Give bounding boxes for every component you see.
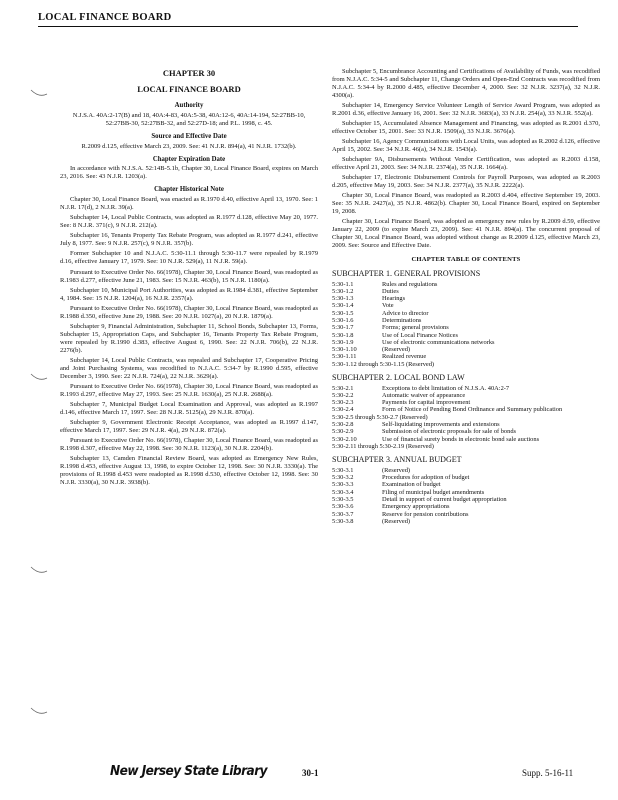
toc-section-title: Filing of municipal budget amendments [382, 488, 485, 496]
toc-entry [332, 428, 600, 435]
toc-section-title: Automatic waiver of appearance [382, 391, 466, 399]
toc-section-title: Procedures for adoption of budget [382, 474, 470, 482]
subchapter-2-list [332, 385, 600, 414]
subchapter-1-title: SUBCHAPTER 1. GENERAL PROVISIONS [332, 269, 481, 279]
authority-text: N.J.S.A. 40A:2-17(B) and 18, 40A:4-83, 40A:5-38, 40A:12-6, 40A:14-194, 52:27BB-10, 52:27BB-30, 52:27BB-32, and 52:27D-18; and P.L. 1998, c. 45. [72, 111, 306, 127]
toc-section-title: Vote [382, 302, 394, 310]
chapter-number: CHAPTER 30 [162, 68, 216, 78]
toc-section-title: Reserve for pension contributions [382, 510, 469, 518]
history-paragraph: Subchapter 17, Electronic Disbursement Controls for Payroll Purposes, was adopted as R.2003 d.205, effective May 19, 2003. See: 34 N.J.R. 2377(a), 35 N.J.R. 2222(a). [332, 174, 600, 190]
toc-section-number: 5:30-2.4 [332, 406, 354, 414]
toc-section-number: 5:30-1.4 [332, 302, 354, 310]
authority-heading: Authority [174, 102, 204, 109]
toc-entry [332, 295, 600, 302]
toc-section-number: 5:30-1.7 [332, 324, 354, 332]
toc-section-number: 5:30-1.2 [332, 287, 354, 295]
history-paragraph: Subchapter 14, Local Public Contracts, was repealed and Subchapter 17, Cooperative Pricing and Joint Purchasing Systems, was recodified to N.J.A.C. 5:34-7 by R.1990 d.595, effective December 3, 1990. See: 22 N.J.R. 724(a), 22 N.J.R. 3629(a). [60, 356, 318, 380]
history-paragraph: Subchapter 9, Government Electronic Receipt Acceptance, was adopted as R.1997 d.147, effective March 17, 1997. See: 29 N.J.R. 4(a), 29 N.J.R. 872(a). [60, 419, 318, 434]
history-paragraph: Chapter 30, Local Finance Board, was adopted as emergency new rules by R.2009 d.59, effective January 22, 2009 (to expire March 23, 2009). See: 41 N.J.R. 894(a). The concurrent proposal of Chapter 30, Local Finance Board, was adopted without change as R.2009 d.125, effective March 23, 2009. See: Source and Effective Date. [332, 218, 600, 250]
toc-entry [332, 518, 600, 525]
history-paragraph: Pursuant to Executive Order No. 66(1978), Chapter 30, Local Finance Board, was readopted as R.1998 d.307, effective May 22, 1998. See: 30 N.J.R. 1123(a), 30 N.J.R. 2204(b). [60, 437, 318, 453]
toc-entry [332, 385, 600, 392]
history-paragraph: Subchapter 5, Encumbrance Accounting and Certifications of Availability of Funds, was recodified from N.J.A.C. 5:34-5 and Subchapter 11, Change Orders and Open-End Contracts was recodified from N.J.A.C. 5:34-4 by R.2000 d.485, effective December 4, 2000. See: 32 N.J.R. 3237(a), 32 N.J.R. 4300(a). [332, 68, 600, 99]
margin-mark [30, 706, 48, 716]
subchapter-3-list [332, 467, 600, 525]
toc-section-title: Detail in support of current budget appropriation [382, 495, 507, 503]
toc-section-number: 5:30-1.1 [332, 280, 354, 288]
history-paragraph: Pursuant to Executive Order No. 66(1978), Chapter 30, Local Finance Board, was readopted as R.1988 d.350, effective June 29, 1988. See: 20 N.J.R. 1027(a), 20 N.J.R. 1879(a). [60, 304, 318, 320]
toc-reserved-range: 5:30-1.12 through 5:30-1.15 (Reserved) [332, 360, 435, 368]
toc-section-title: Use of electronic communications networks [382, 338, 495, 346]
toc-section-number: 5:30-1.3 [332, 295, 354, 303]
history-paragraph: Subchapter 16, Agency Communications with Local Units, was adopted as R.2002 d.126, effective April 15, 2002. See: 34 N.J.R. 46(a), 34 N.J.R. 1543(a). [332, 138, 600, 154]
toc-entry [332, 339, 600, 346]
supplement-date: Supp. 5-16-11 [522, 768, 574, 778]
toc-section-number: 5:30-1.10 [332, 346, 357, 354]
toc-entry [332, 474, 600, 481]
toc-section-title: (Reserved) [382, 346, 411, 354]
toc-section-title: Rules and regulations [382, 280, 438, 288]
toc-entry [332, 346, 600, 353]
toc-entry [332, 436, 600, 443]
toc-section-title: Form of Notice of Pending Bond Ordinance and Summary publication [382, 406, 563, 414]
toc-entry [332, 467, 600, 474]
toc-section-number: 5:30-2.2 [332, 391, 354, 399]
toc-section-number: 5:30-3.4 [332, 488, 354, 496]
history-paragraph: Chapter 30, Local Finance Board, was readopted as R.2003 d.404, effective September 19, 2003. See: 35 N.J.R. 2427(a), 35 N.J.R. 4862(b). Chapter 30, Local Finance Board, expired on September 19, 2008. [332, 192, 600, 216]
expiration-heading: Chapter Expiration Date [152, 155, 226, 163]
toc-entry [332, 511, 600, 518]
history-paragraph: Subchapter 9, Financial Administration, Subchapter 11, School Bonds, Subchapter 13, Forms, Subchapter 15, Appropriation Caps, and Subchapter 16, Tenants Property Tax Rebate Program, were repealed by R.1990 d.383, effective August 6, 1990. See: 22 N.J.R. 706(b), 22 N.J.R. 2276(b). [60, 322, 318, 354]
source-text: R.2009 d.125, effective March 23, 2009. See: 41 N.J.R. 894(a), 41 N.J.R. 1732(b). [81, 142, 297, 150]
toc-section-title: Duties [382, 287, 399, 295]
subchapter-2-title: SUBCHAPTER 2. LOCAL BOND LAW [332, 373, 465, 383]
right-column [332, 68, 600, 525]
history-paragraph: Subchapter 15, Accumulated Absence Management and Financing, was adopted as R.2001 d.370, effective October 15, 2001. See: 33 N.J.R. 1509(a), 33 N.J.R. 3676(a). [332, 120, 600, 135]
toc-section-title: Determinations [382, 317, 422, 324]
history-heading: Chapter Historical Note [154, 186, 224, 194]
margin-mark [30, 88, 48, 98]
history-paragraph: Former Subchapter 10 and N.J.A.C. 5:30-11.1 through 5:30-11.7 were repealed by R.1979 d.16, effective January 17, 1979. See: 10 N.J.R. 529(a), 11 N.J.R. 59(a). [60, 250, 318, 266]
toc-section-title: Exceptions to debt limitation of N.J.S.A. 40A:2-7 [382, 384, 510, 392]
toc-section-number: 5:30-3.6 [332, 503, 354, 511]
toc-reserved-range: 5:30-2.11 through 5:30-2.19 (Reserved) [332, 442, 434, 450]
history-paragraph: Chapter 30, Local Finance Board, was enacted as R.1970 d.40, effective April 13, 1970. See: 1 N.J.R. 17(d), 2 N.J.R. 39(a). [60, 196, 318, 212]
history-paragraph: Subchapter 10, Municipal Port Authorities, was adopted as R.1984 d.381, effective September 4, 1984. See: 15 N.J.R. 1204(a), 16 N.J.R. 2357(a). [60, 286, 318, 302]
history-paragraph: Subchapter 14, Emergency Service Volunteer Length of Service Award Program, was adopted as R.2001 d.36, effective January 16, 2001. See: 32 N.J.R. 3683(a), 33 N.J.R. 254(a), 33 N.J.R. 552(a). [332, 101, 600, 117]
toc-section-title: (Reserved) [382, 466, 411, 474]
toc-entry [332, 489, 600, 496]
toc-entry [332, 399, 600, 406]
history-paragraphs-continued [332, 68, 600, 250]
toc-entry [332, 421, 600, 428]
toc-section-number: 5:30-3.8 [332, 517, 354, 525]
toc-section-title: Emergency appropriations [382, 503, 450, 511]
library-stamp: New Jersey State Library [110, 763, 268, 779]
toc-reserved-range: 5:30-2.5 through 5:30-2.7 (Reserved) [332, 413, 428, 421]
toc-section-number: 5:30-3.7 [332, 510, 354, 518]
toc-section-title: Realized revenue [382, 353, 427, 361]
toc-entry [332, 392, 600, 399]
toc-section-title: Payments for capital improvement [382, 399, 471, 407]
toc-entry [332, 503, 600, 510]
toc-entry [332, 310, 600, 317]
toc-section-number: 5:30-3.3 [332, 481, 354, 489]
history-paragraph: Subchapter 14, Local Public Contracts, was adopted as R.1977 d.128, effective May 20, 1977. See: 8 N.J.R. 371(c), 9 N.J.R. 212(a). [60, 214, 318, 230]
toc-entry [332, 281, 600, 288]
toc-section-number: 5:30-1.6 [332, 317, 354, 324]
history-paragraph: Subchapter 13, Camden Financial Review Board, was adopted as Emergency New Rules, R.1998 d.453, effective August 13, 1998, to expire October 12, 1998. See: 30 N.J.R. 3330(a). The provisions of R.1998 d.453 were readopted as R.1998 d.530, effective October 12, 1998. See: 30 N.J.R. 3330(a), 30 N.J.R. 3938(b). [60, 455, 318, 487]
toc-section-number: 5:30-3.2 [332, 474, 354, 482]
toc-entry [332, 324, 600, 331]
toc-entry [332, 288, 600, 295]
margin-mark [30, 565, 48, 575]
toc-section-number: 5:30-1.8 [332, 331, 354, 339]
expiration-text: In accordance with N.J.S.A. 52:14B-5.1b, Chapter 30, Local Finance Board, expires on March 23, 2016. See: 43 N.J.R. 1203(a). [60, 165, 318, 181]
subchapter-3-title: SUBCHAPTER 3. ANNUAL BUDGET [332, 455, 462, 465]
toc-section-title: Use of Local Finance Notices [382, 331, 458, 339]
toc-section-number: 5:30-2.3 [332, 399, 354, 407]
toc-section-number: 5:30-2.9 [332, 428, 354, 436]
history-paragraph: Subchapter 16, Tenants Property Tax Rebate Program, was adopted as R.1977 d.241, effective July 8, 1977. See: 9 N.J.R. 257(c), 9 N.J.R. 357(b). [60, 232, 318, 248]
history-paragraph: Pursuant to Executive Order No. 66(1978), Chapter 30, Local Finance Board, was readopted as R.1983 d.277, effective June 21, 1983. See: 15 N.J.R. 463(b), 15 N.J.R. 1180(a). [60, 268, 318, 284]
toc-entry [332, 332, 600, 339]
toc-section-number: 5:30-2.10 [332, 435, 357, 443]
toc-section-title: (Reserved) [382, 517, 411, 525]
running-header: LOCAL FINANCE BOARD [38, 12, 578, 27]
left-column [60, 68, 318, 489]
source-heading: Source and Effective Date [151, 132, 227, 140]
history-paragraph: Subchapter 7, Municipal Budget Local Examination and Approval, was adopted as R.1997 d.146, effective March 17, 1997. See: 28 N.J.R. 5125(a), 29 N.J.R. 870(a). [60, 400, 318, 416]
toc-entry [332, 406, 600, 413]
page-footer [0, 765, 618, 785]
toc-section-title: Submission of electronic proposals for sale of bonds [382, 428, 517, 436]
toc-section-title: Hearings [382, 295, 406, 303]
margin-mark [30, 372, 48, 382]
subchapter-2-list-continued [332, 421, 600, 443]
toc-heading: CHAPTER TABLE OF CONTENTS [411, 256, 521, 264]
toc-section-title: Advice to director [382, 309, 429, 317]
toc-section-number: 5:30-1.5 [332, 309, 354, 317]
subchapter-1-list [332, 281, 600, 361]
toc-entry [332, 353, 600, 360]
toc-entry [332, 302, 600, 309]
toc-entry [332, 496, 600, 503]
toc-section-number: 5:30-2.8 [332, 421, 354, 429]
chapter-name: LOCAL FINANCE BOARD [137, 84, 241, 94]
toc-section-number: 5:30-2.1 [332, 384, 354, 392]
history-paragraph: Pursuant to Executive Order No. 66(1978), Chapter 30, Local Finance Board, was readopted as R.1993 d.297, effective May 27, 1993. See: 25 N.J.R. 1630(a), 25 N.J.R. 2688(a). [60, 382, 318, 398]
toc-section-title: Self-liquidating improvements and extensions [382, 421, 500, 429]
history-paragraph: Subchapter 9A, Disbursements Without Vendor Certification, was adopted as R.2003 d.158, effective April 21, 2003. See: 34 N.J.R. 2374(a), 35 N.J.R. 1664(a). [332, 156, 600, 172]
toc-section-title: Forms; general provisions [382, 324, 449, 332]
toc-entry [332, 481, 600, 488]
toc-section-number: 5:30-1.11 [332, 353, 357, 361]
toc-section-number: 5:30-3.5 [332, 495, 354, 503]
toc-section-number: 5:30-1.9 [332, 338, 354, 346]
history-paragraphs [60, 196, 318, 487]
toc-entry [332, 317, 600, 324]
toc-section-title: Examination of budget [382, 481, 441, 489]
toc-section-title: Use of financial surety bonds in electronic bond sale auctions [382, 435, 540, 443]
page-number: 30-1 [302, 768, 319, 778]
toc-section-number: 5:30-3.1 [332, 466, 354, 474]
